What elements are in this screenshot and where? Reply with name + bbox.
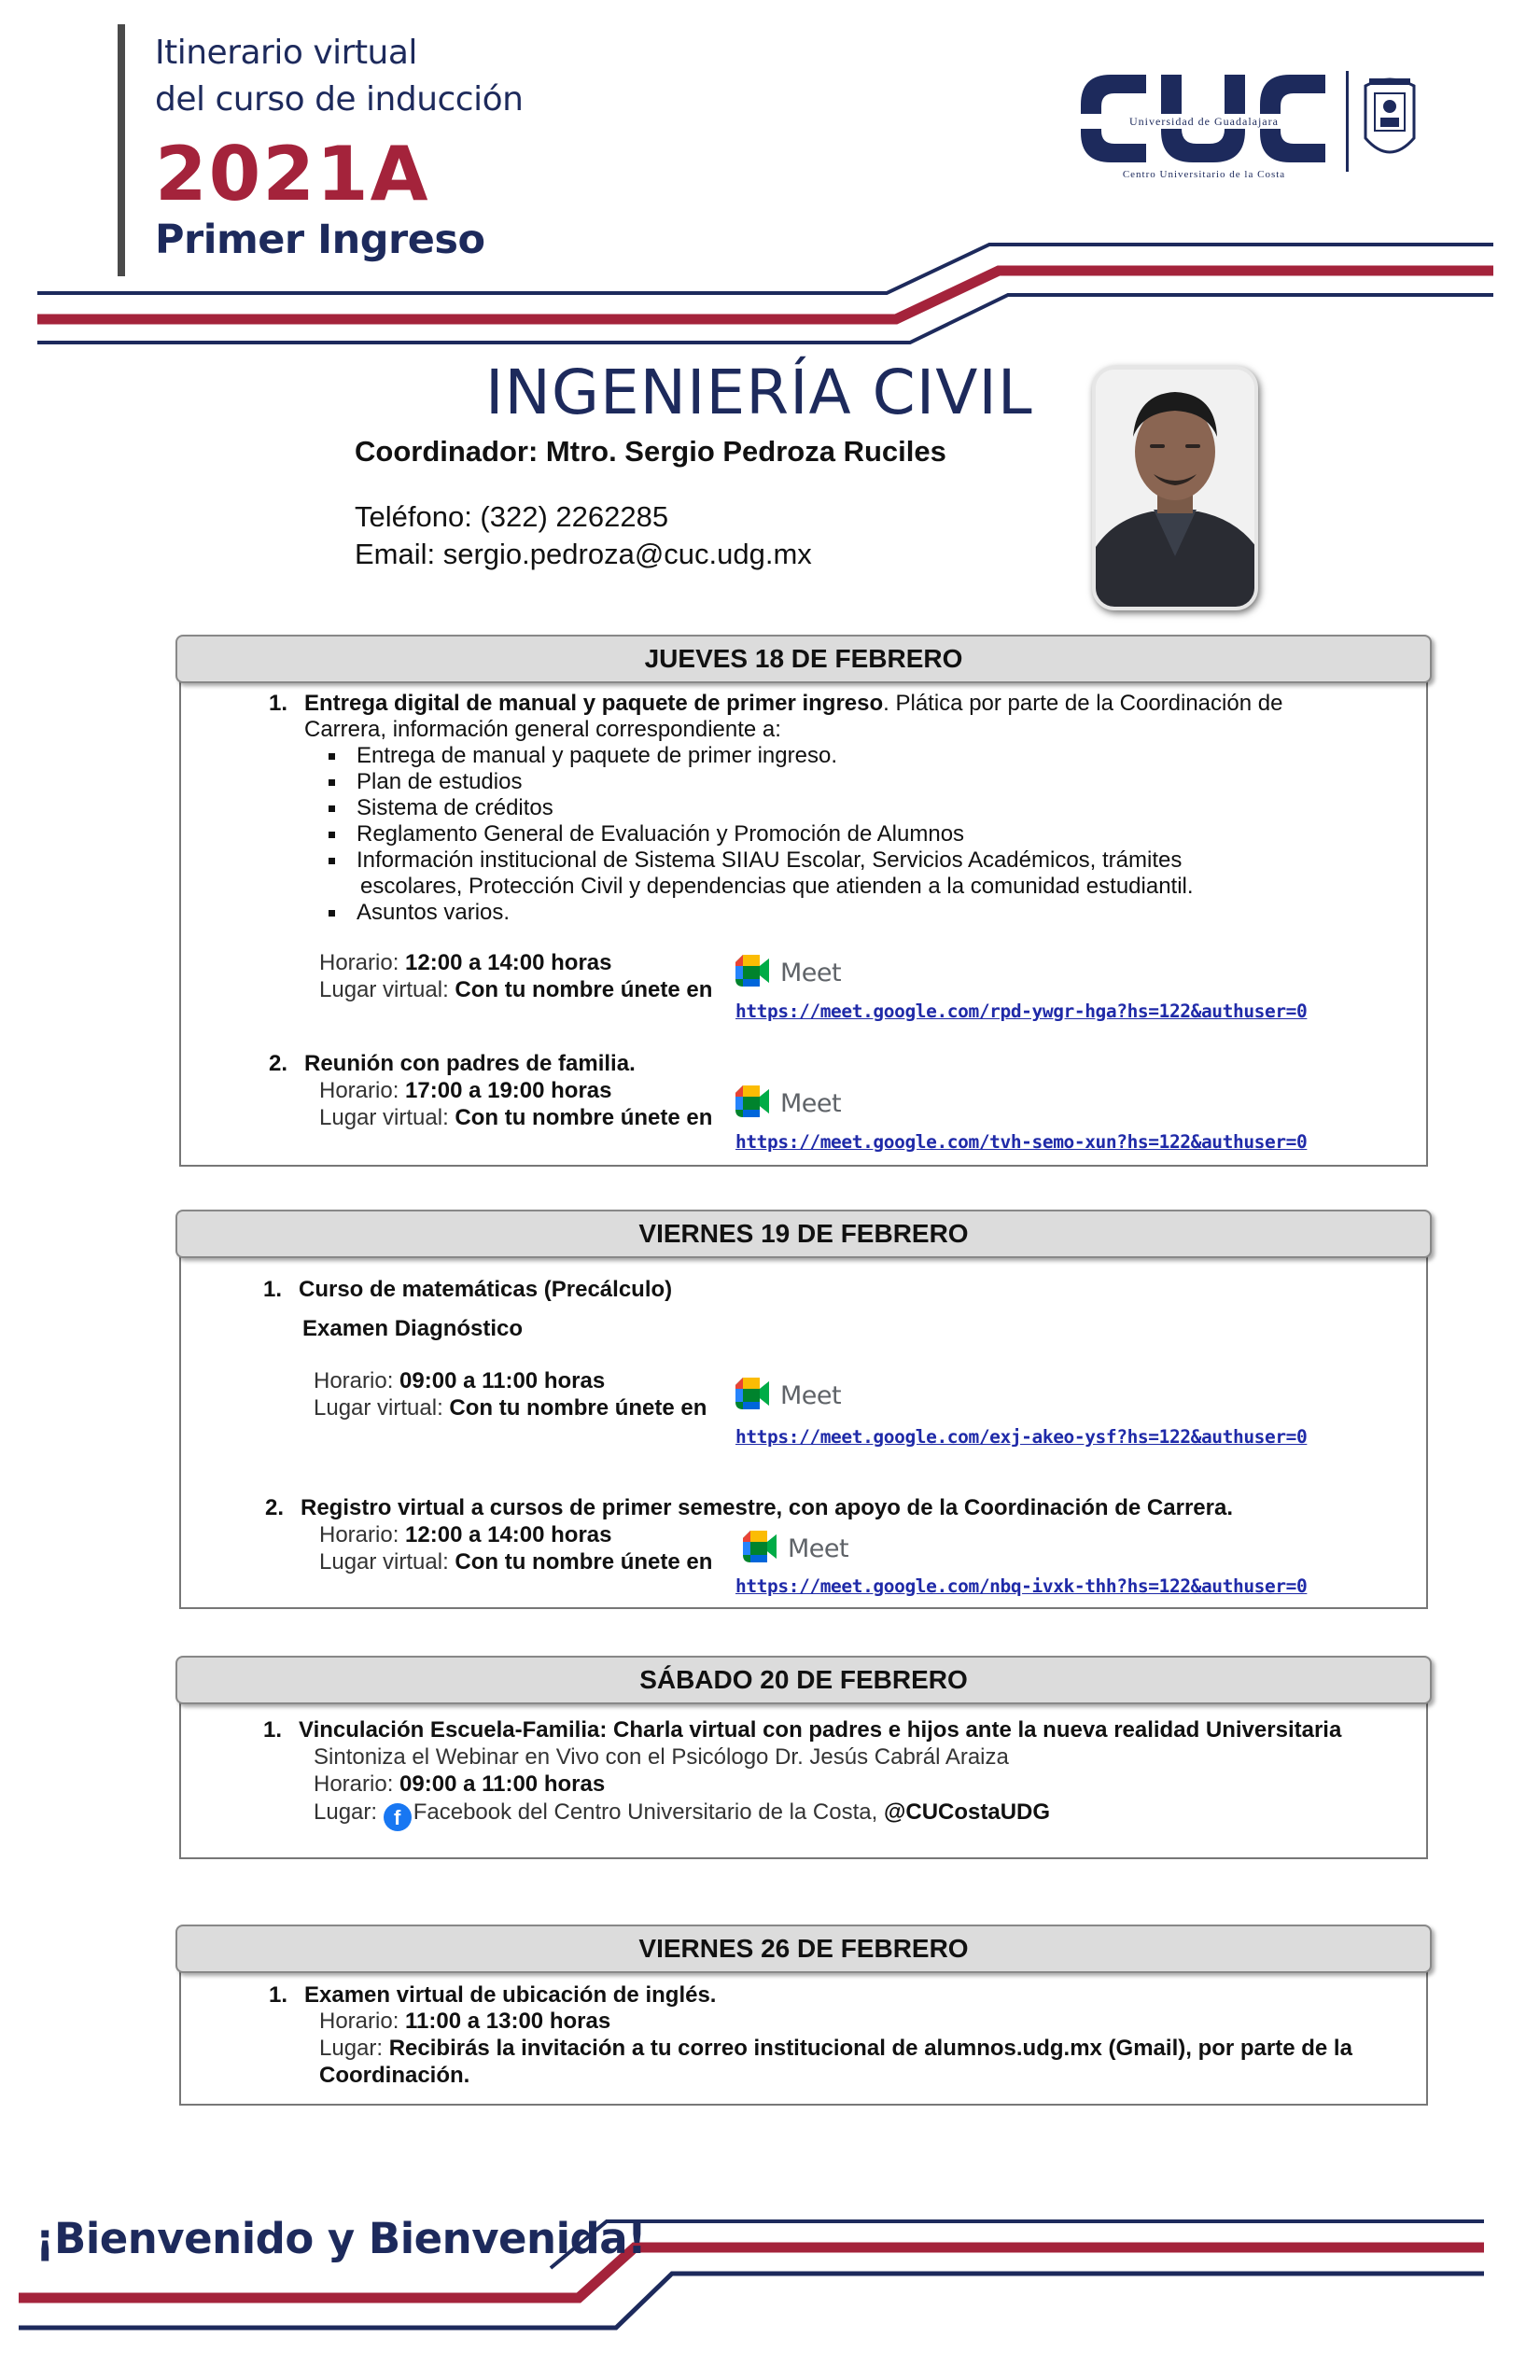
program-title: INGENIERÍA CIVIL bbox=[485, 357, 1033, 428]
item-title: Examen virtual de ubicación de inglés. bbox=[304, 1982, 717, 2008]
list-item-cont: escolares, Protección Civil y dependencias que atienden a la comunidad estudiantil. bbox=[360, 874, 1194, 899]
item-description: . Plática por parte de la Coordinación de bbox=[883, 691, 1283, 716]
item-title: Entrega digital de manual y paquete de primer ingreso bbox=[304, 691, 884, 716]
header-year: 2021A bbox=[155, 131, 430, 217]
day-card bbox=[179, 1659, 1428, 1859]
meet-link[interactable]: https://meet.google.com/nbq-ivxk-thh?hs=122&authuser=0 bbox=[735, 1575, 1308, 1597]
logo-university: Universidad de Guadalajara bbox=[1129, 115, 1279, 128]
item-description-cont: Carrera, información general correspondiente a: bbox=[304, 717, 781, 742]
location: Lugar: f Facebook del Centro Universitario de la Costa, @CUCostaUDG bbox=[314, 1799, 1051, 1829]
meet-icon: Meet bbox=[735, 1085, 847, 1123]
schedule: Horario: 09:00 a 11:00 horas bbox=[314, 1771, 606, 1797]
header-line-1: Itinerario virtual bbox=[155, 34, 417, 72]
logo-center: Centro Universitario de la Costa bbox=[1122, 169, 1286, 180]
item-number: 1. bbox=[263, 1277, 283, 1302]
location: Lugar virtual: Con tu nombre únete en bbox=[314, 1395, 707, 1421]
item-text bbox=[304, 691, 1282, 717]
list-item: Información institucional de Sistema SIIAU Escolar, Servicios Académicos, trámites bbox=[357, 847, 1183, 873]
day-card bbox=[179, 1213, 1428, 1609]
list-item: Reglamento General de Evaluación y Promoción de Alumnos bbox=[357, 821, 965, 847]
list-item: Asuntos varios. bbox=[357, 900, 511, 925]
facebook-handle[interactable]: @CUCostaUDG bbox=[883, 1799, 1051, 1825]
meet-link[interactable]: https://meet.google.com/exj-akeo-ysf?hs=122&authuser=0 bbox=[735, 1426, 1308, 1448]
coordinator-photo bbox=[1092, 366, 1258, 610]
day-header: VIERNES 26 DE FEBRERO bbox=[175, 1925, 1432, 1973]
item-title: Registro virtual a cursos de primer semestre, con apoyo de la Coordinación de Carrera. bbox=[301, 1495, 1233, 1520]
list-item: Sistema de créditos bbox=[357, 795, 553, 820]
bullet-icon bbox=[329, 753, 335, 760]
item-number: 1. bbox=[269, 1982, 288, 2008]
day-card bbox=[179, 638, 1428, 1167]
schedule: Horario: 11:00 a 13:00 horas bbox=[319, 2009, 611, 2034]
meet-icon: Meet bbox=[743, 1531, 855, 1568]
item-title: Reunión con padres de familia. bbox=[304, 1051, 636, 1076]
bullet-icon bbox=[329, 805, 335, 812]
list-item: Entrega de manual y paquete de primer ingreso. bbox=[357, 743, 837, 768]
location: Lugar virtual: Con tu nombre únete en bbox=[319, 977, 713, 1002]
schedule: Horario: 12:00 a 14:00 horas bbox=[319, 950, 612, 975]
list-item: Plan de estudios bbox=[357, 769, 523, 794]
item-number: 1. bbox=[263, 1717, 283, 1743]
location: Lugar virtual: Con tu nombre únete en bbox=[319, 1549, 713, 1575]
item-number: 2. bbox=[269, 1051, 288, 1076]
bullet-icon bbox=[329, 779, 335, 786]
coordinator-phone: Teléfono: (322) 2262285 bbox=[355, 500, 669, 533]
item-number: 2. bbox=[265, 1495, 285, 1520]
item-title: Vinculación Escuela-Familia: Charla virtual con padres e hijos ante la nueva realidad Universitaria bbox=[299, 1717, 1342, 1743]
meet-icon: Meet bbox=[735, 1378, 847, 1415]
schedule: Horario: 12:00 a 14:00 horas bbox=[319, 1522, 612, 1547]
day-header: SÁBADO 20 DE FEBRERO bbox=[175, 1656, 1432, 1704]
location: Lugar: Recibirás la invitación a tu correo institucional de alumnos.udg.mx (Gmail), por parte de la bbox=[319, 2036, 1352, 2061]
header-stripes bbox=[0, 241, 1540, 353]
university-seal-icon bbox=[1365, 78, 1414, 152]
schedule: Horario: 17:00 a 19:00 horas bbox=[319, 1078, 612, 1103]
item-title: Curso de matemáticas (Precálculo) bbox=[299, 1277, 673, 1302]
day-header: JUEVES 18 DE FEBRERO bbox=[175, 635, 1432, 683]
welcome-message: ¡Bienvenido y Bienvenida! bbox=[35, 2214, 647, 2263]
bullet-icon bbox=[329, 910, 335, 917]
bullet-icon bbox=[329, 858, 335, 864]
location: Lugar virtual: Con tu nombre únete en bbox=[319, 1105, 713, 1130]
day-header: VIERNES 19 DE FEBRERO bbox=[175, 1210, 1432, 1258]
item-description: Sintoniza el Webinar en Vivo con el Psicólogo Dr. Jesús Cabrál Araiza bbox=[314, 1744, 1009, 1770]
cuc-logo bbox=[1073, 65, 1428, 187]
item-subtitle: Examen Diagnóstico bbox=[302, 1316, 524, 1341]
coordinator-name: Coordinador: Mtro. Sergio Pedroza Ruciles bbox=[355, 435, 946, 468]
bullet-icon bbox=[329, 832, 335, 838]
facebook-icon: f bbox=[384, 1803, 412, 1831]
day-card bbox=[179, 1928, 1428, 2106]
meet-icon: Meet bbox=[735, 955, 847, 992]
header-accent-bar bbox=[118, 24, 125, 276]
meet-link[interactable]: https://meet.google.com/rpd-ywgr-hga?hs=122&authuser=0 bbox=[735, 1001, 1308, 1022]
coordinator-email: Email: sergio.pedroza@cuc.udg.mx bbox=[355, 538, 812, 570]
item-number: 1. bbox=[269, 691, 288, 716]
header-subtitle: Primer Ingreso bbox=[155, 217, 485, 263]
header-line-2: del curso de inducción bbox=[155, 80, 524, 119]
location-cont: Coordinación. bbox=[319, 2063, 470, 2088]
schedule: Horario: 09:00 a 11:00 horas bbox=[314, 1368, 606, 1393]
meet-link[interactable]: https://meet.google.com/tvh-semo-xun?hs=122&authuser=0 bbox=[735, 1131, 1308, 1153]
